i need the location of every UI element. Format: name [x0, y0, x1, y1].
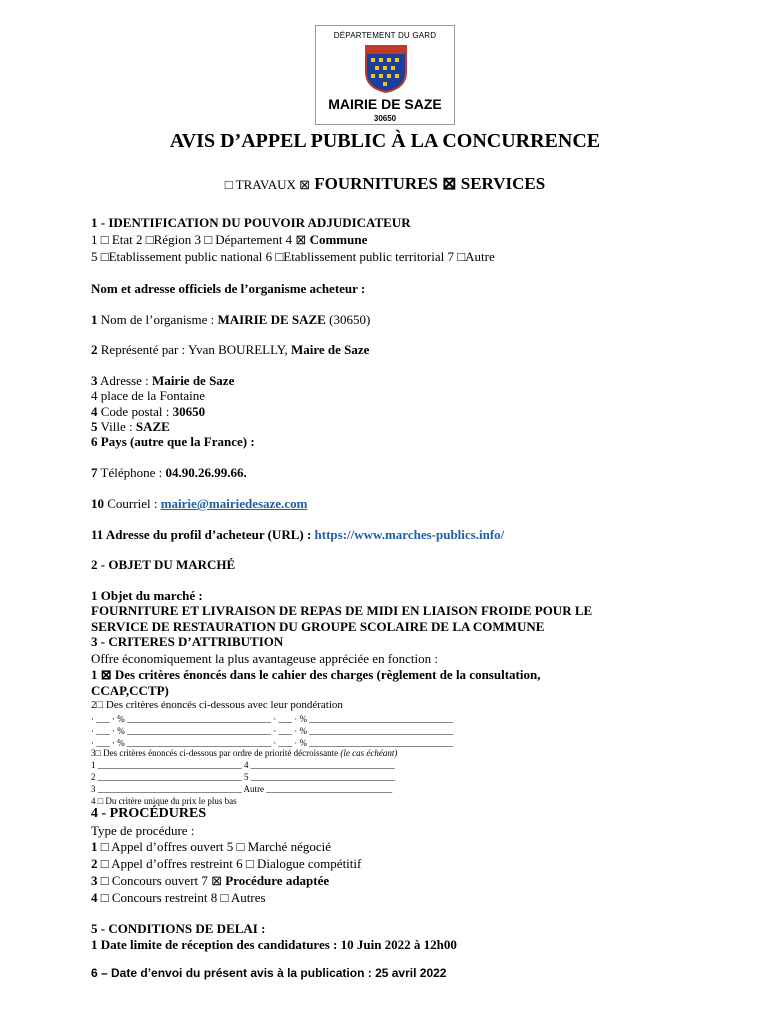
field-label: Nom de l’organisme :: [100, 312, 215, 327]
objet-text-1: FOURNITURE ET LIVRAISON DE REPAS DE MIDI EN LIAISON FROIDE POUR LE: [91, 603, 593, 618]
field-value: Maire de Saze: [290, 342, 370, 357]
procedure-selected: Procédure adaptée: [225, 873, 330, 888]
type-travaux: □ TRAVAUX ⊠: [224, 177, 311, 192]
procedure-options: □ Appel d’offres ouvert 5 □ Marché négocié: [100, 839, 331, 854]
authority-row-2: 5 □Etablissement public national 6 □Etablissement public territorial 7 □Autre: [91, 249, 495, 264]
logo-postal: 30650: [373, 114, 397, 123]
field-number: 1: [91, 312, 98, 327]
market-types: [0, 174, 770, 194]
mairie-logo: [315, 25, 455, 125]
authority-selected: Commune: [309, 232, 368, 247]
weight-row: · ___ · % ________________________________ · ___ · % ________________________________: [91, 726, 454, 736]
field-suffix: (30650): [329, 312, 371, 327]
org-heading: Nom et adresse officiels de l’organisme acheteur :: [91, 281, 366, 296]
field-number: 2: [91, 856, 98, 871]
objet-label: 1 Objet du marché :: [91, 588, 203, 603]
criteria-option-1-cont: CCAP,CCTP): [91, 683, 169, 698]
city-line: [91, 419, 170, 435]
deadline-line: 1 Date limite de réception des candidatures : 10 Juin 2022 à 12h00: [91, 937, 457, 952]
field-value: SAZE: [135, 419, 170, 434]
procedure-options: □ Concours ouvert 7 ⊠: [100, 873, 223, 888]
criteria-option-4: 4 □ Du critère unique du prix le plus bas: [91, 796, 237, 806]
logo-name: MAIRIE DE SAZE: [328, 96, 442, 112]
email-link[interactable]: mairie@mairiedesaze.com: [160, 496, 308, 511]
field-value: Mairie de Saze: [152, 373, 235, 388]
field-number: 3: [91, 373, 98, 388]
procedure-row-1: [91, 839, 331, 855]
criteria-option-3: [91, 748, 397, 758]
email-line: [91, 496, 307, 512]
field-label: Courriel :: [107, 496, 158, 511]
field-number: 3: [91, 873, 98, 888]
weight-row: · ___ · % ________________________________ · ___ · % ________________________________: [91, 738, 454, 748]
section2-heading: 2 - OBJET DU MARCHÉ: [91, 557, 236, 572]
logo-department: DÉPARTEMENT DU GARD: [333, 31, 437, 40]
represented-line: [91, 342, 369, 358]
address-line-2: 4 place de la Fontaine: [91, 388, 206, 403]
buyer-url-line: [91, 527, 504, 543]
procedure-type-label: Type de procédure :: [91, 823, 195, 838]
weight-row: · ___ · % ________________________________ · ___ · % ________________________________: [91, 714, 454, 724]
authority-row-1: [91, 232, 367, 248]
postal-code-line: [91, 404, 205, 420]
option-text: 3□ Des critères énoncés ci-dessous par ordre de priorité décroissante: [91, 748, 339, 758]
procedure-row-3: [91, 873, 329, 889]
criteria-intro: Offre économiquement la plus avantageuse appréciée en fonction :: [91, 651, 439, 666]
field-label: Code postal :: [100, 404, 170, 419]
field-label: 11 Adresse du profil d’acheteur (URL) :: [91, 527, 312, 542]
page-title: AVIS D’APPEL PUBLIC À LA CONCURRENCE: [169, 130, 601, 152]
field-value: MAIRIE DE SAZE: [217, 312, 326, 327]
coat-of-arms-icon: [364, 44, 408, 94]
procedure-options: □ Concours restreint 8 □ Autres: [100, 890, 266, 905]
org-name-line: [91, 312, 370, 328]
section3-heading: 3 - CRITERES D’ATTRIBUTION: [91, 634, 284, 649]
address-line: [91, 373, 234, 389]
option-note: (le cas échéant): [340, 748, 398, 758]
field-value: 30650: [172, 404, 206, 419]
publication-date-line: 6 – Date d’envoi du présent avis à la publication : 25 avril 2022: [91, 966, 447, 980]
field-number: 4: [91, 404, 98, 419]
field-number: 1: [91, 839, 98, 854]
authority-options: 1 □ Etat 2 □Région 3 □ Département 4 ⊠: [91, 232, 307, 247]
phone-line: [91, 465, 247, 481]
field-label: Adresse :: [100, 373, 149, 388]
procedure-row-4: [91, 890, 266, 906]
field-number: 2: [91, 342, 98, 357]
section1-heading: 1 - IDENTIFICATION DU POUVOIR ADJUDICATEUR: [91, 215, 411, 230]
field-label: Téléphone :: [100, 465, 163, 480]
priority-row: 1 ________________________________ 4 ________________________________: [91, 760, 395, 770]
criteria-option-1: 1 ⊠ Des critères énoncés dans le cahier des charges (règlement de la consultation,: [91, 667, 541, 682]
priority-row: 3 ________________________________ Autre ____________________________: [91, 784, 393, 794]
field-value: 04.90.26.99.66.: [165, 465, 247, 480]
type-services: SERVICES: [460, 174, 546, 193]
objet-text-2: SERVICE DE RESTAURATION DU GROUPE SCOLAIRE DE LA COMMUNE: [91, 619, 545, 634]
procedure-options: □ Appel d’offres restreint 6 □ Dialogue compétitif: [100, 856, 362, 871]
procedure-row-2: [91, 856, 361, 872]
field-number: 5: [91, 419, 98, 434]
field-number: 7: [91, 465, 98, 480]
field-number: 4: [91, 890, 98, 905]
field-label: Représenté par : Yvan BOURELLY,: [100, 342, 288, 357]
country-line: 6 Pays (autre que la France) :: [91, 434, 255, 449]
buyer-url-link[interactable]: https://www.marches-publics.info/: [314, 527, 505, 542]
criteria-option-2: 2□ Des critères énoncés ci-dessous avec leur pondération: [91, 699, 343, 711]
section5-heading: 5 - CONDITIONS DE DELAI :: [91, 921, 266, 936]
type-fournitures: FOURNITURES ⊠: [314, 174, 457, 193]
field-number: 10: [91, 496, 104, 511]
priority-row: 2 ________________________________ 5 ________________________________: [91, 772, 395, 782]
section4-heading: 4 - PROCÉDURES: [91, 806, 207, 821]
field-label: Ville :: [100, 419, 133, 434]
